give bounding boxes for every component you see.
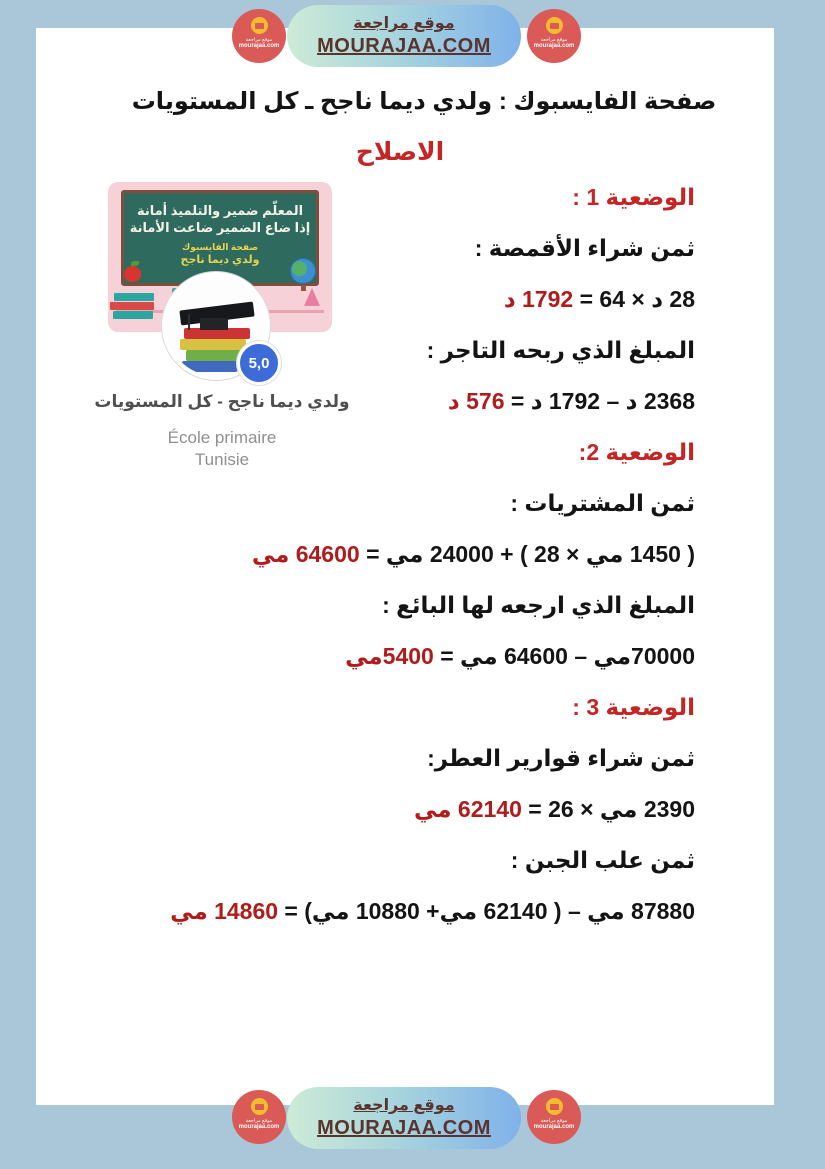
graduation-cap-base [200, 318, 228, 330]
chalkboard-subtext-line1: صفحة الفايسبوك [181, 242, 259, 252]
logo-text-arabic: موقع مراجعة [540, 1118, 568, 1124]
equation-line [95, 886, 695, 937]
page-title: صفحة الفايسبوك : ولدي ديما ناجح ـ كل المستويات [131, 88, 717, 115]
book-icon [251, 17, 268, 34]
step-label: المبلغ الذي ارجعه لها البائع : [382, 592, 695, 618]
situation-2-heading: الوضعية 2: [578, 439, 695, 465]
equation-expression: ( 1450 مي × 28 ) + 24000 مي = [359, 541, 695, 567]
school-label: École primaire [167, 428, 277, 447]
equation-expression: 28 د × 64 = [573, 286, 695, 312]
banner-title-latin: MOURAJAA.COM [317, 35, 491, 57]
banner-title-arabic: موقع مراجعة [353, 1097, 455, 1114]
book-icon [546, 17, 563, 34]
step-label: المبلغ الذي ربحه التاجر : [426, 337, 695, 363]
situation-3-heading: الوضعية 3 : [572, 694, 695, 720]
banner-title-arabic: موقع مراجعة [353, 15, 455, 32]
equation-line [95, 631, 695, 682]
logo-text-domain: mourajaa.com [238, 1124, 280, 1130]
banner-title-latin: MOURAJAA.COM [317, 1117, 491, 1139]
page-name-caption: ولدي ديما ناجح - كل المستويات [94, 392, 350, 411]
logo-text-arabic: موقع مراجعة [245, 1118, 273, 1124]
site-logo-badge[interactable] [232, 9, 286, 63]
step-label: ثمن علب الجبن : [510, 847, 695, 873]
logo-text-domain: mourajaa.com [238, 43, 280, 49]
equation-answer: 62140 مي [414, 796, 522, 822]
equation-line [95, 529, 695, 580]
equation-answer: 5400مي [345, 643, 434, 669]
site-banner-link[interactable] [287, 5, 521, 67]
site-logo-badge[interactable] [527, 1090, 581, 1144]
chalkboard-text-line1: المعلّم ضمير والتلميذ أمانة [136, 203, 304, 218]
logo-text-arabic: موقع مراجعة [540, 37, 568, 43]
step-label: ثمن شراء قوارير العطر: [427, 745, 695, 771]
equation-answer: 576 د [447, 388, 505, 414]
step-label: ثمن شراء الأقمصة : [474, 235, 695, 261]
equation-answer: 1792 د [503, 286, 574, 312]
correction-heading: الاصلاح [355, 138, 445, 166]
equation-answer: 64600 مي [251, 541, 360, 567]
site-logo-badge[interactable] [527, 9, 581, 63]
chalkboard-text-line2: إذا ضاع الضمير ضاعت الأمانة [129, 220, 311, 235]
equation-expression: 2390 مي × 26 = [521, 796, 695, 822]
book-icon [251, 1098, 268, 1115]
graduation-cap-tassel [188, 314, 190, 330]
equation-line [95, 376, 695, 427]
situation-1-heading: الوضعية 1 : [572, 184, 695, 210]
country-label: Tunisie [194, 450, 250, 469]
equation-expression: 2368 د – 1792 د = [504, 388, 695, 414]
site-banner-link[interactable] [287, 1087, 521, 1149]
equation-answer: 14860 مي [170, 898, 279, 924]
book-spine-icon [180, 339, 246, 350]
logo-text-domain: mourajaa.com [533, 1124, 575, 1130]
step-label: ثمن المشتريات : [510, 490, 695, 516]
equation-expression: 70000مي – 64600 مي = [433, 643, 695, 669]
equation-line [95, 784, 695, 835]
site-logo-badge[interactable] [232, 1090, 286, 1144]
equation-expression: 87880 مي – ( 62140 مي+ 10880 مي) = [278, 898, 695, 924]
rating-badge: 5,0 [237, 341, 281, 385]
logo-text-arabic: موقع مراجعة [245, 37, 273, 43]
book-icon [546, 1098, 563, 1115]
logo-text-domain: mourajaa.com [533, 43, 575, 49]
chalkboard-subtext-line2: ولدي ديما ناجح [180, 254, 260, 266]
